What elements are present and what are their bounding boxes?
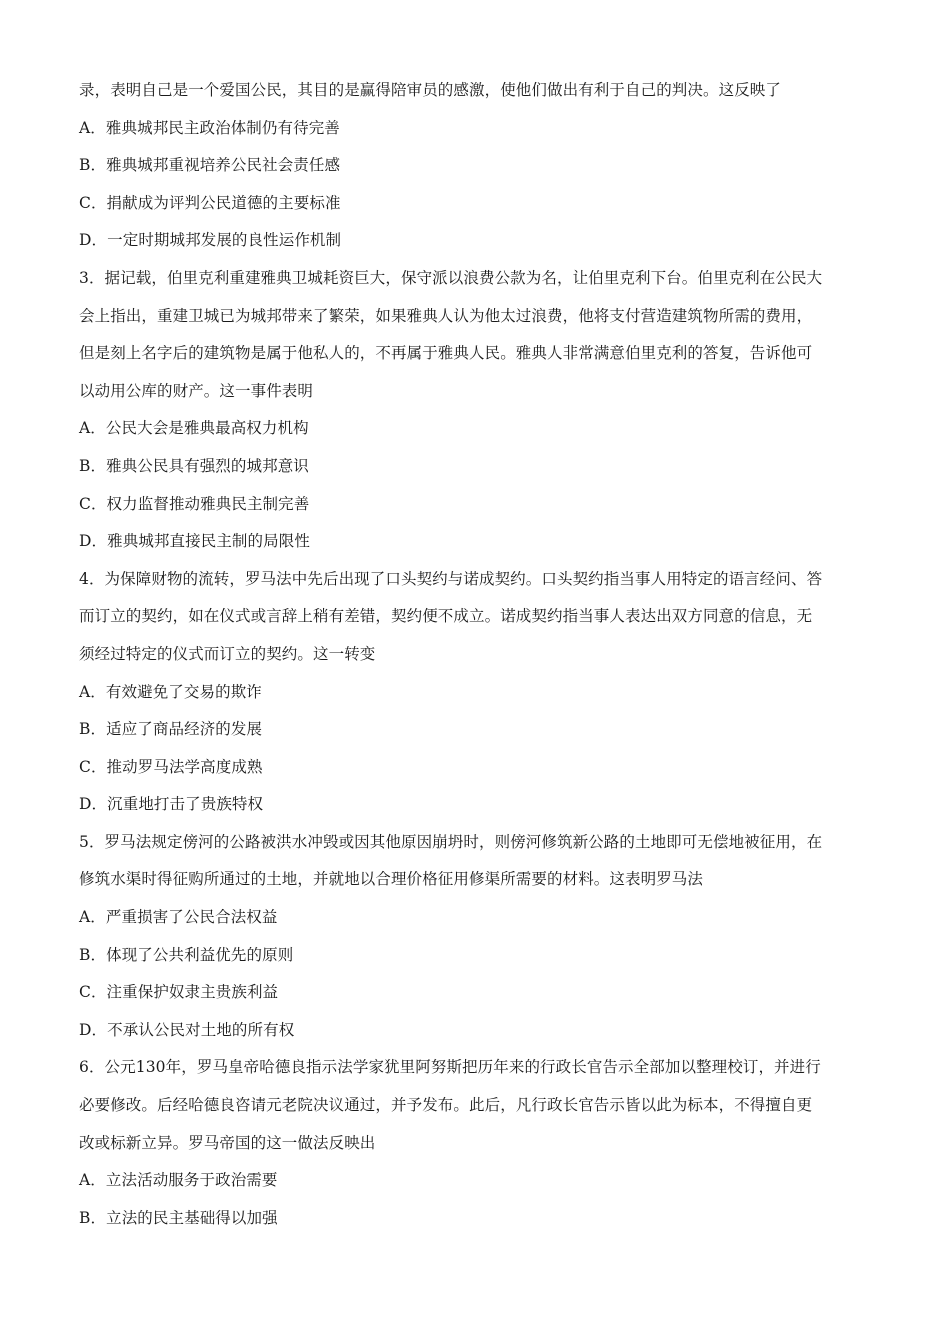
q3-option-b: B．雅典公民具有强烈的城邦意识 [79, 456, 309, 475]
q6-stem-line-2: 必要修改。后经哈德良咨请元老院决议通过，并予发布。此后，凡行政长官告示皆以此为标本，不得擅自更 [79, 1096, 813, 1115]
q6-option-a: A．立法活动服务于政治需要 [79, 1171, 278, 1190]
q3-stem-line-3: 但是刻上名字后的建筑物是属于他私人的，不再属于雅典人民。雅典人非常满意伯里克利的答复，告诉他可 [79, 344, 813, 363]
q2-option-c: C．捐献成为评判公民道德的主要标准 [79, 193, 341, 212]
q5-option-a: A．严重损害了公民合法权益 [79, 908, 278, 927]
q3-option-c: C．权力监督推动雅典民主制完善 [79, 494, 310, 513]
q4-stem-line-1: 4．为保障财物的流转，罗马法中先后出现了口头契约与诺成契约。口头契约指当事人用特定的语言经问、答 [79, 569, 823, 588]
q5-option-b: B．体现了公共利益优先的原则 [79, 945, 294, 964]
q5-stem-line-2: 修筑水渠时得征购所通过的土地，并就地以合理价格征用修渠所需要的材料。这表明罗马法 [79, 870, 704, 889]
q5-option-d: D．不承认公民对土地的所有权 [79, 1020, 295, 1039]
q6-option-b: B．立法的民主基础得以加强 [79, 1208, 278, 1227]
q2-option-a: A．雅典城邦民主政治体制仍有待完善 [79, 118, 340, 137]
q3-option-d: D．雅典城邦直接民主制的局限性 [79, 532, 310, 551]
q5-option-c: C．注重保护奴隶主贵族利益 [79, 983, 279, 1002]
q3-stem-line-2: 会上指出，重建卫城已为城邦带来了繁荣，如果雅典人认为他太过浪费，他将支付营造建筑物所需的费用， [79, 306, 813, 325]
q3-stem-line-4: 以动用公库的财产。这一事件表明 [79, 381, 314, 400]
q2-option-b: B．雅典城邦重视培养公民社会责任感 [79, 156, 341, 175]
q2-stem-continuation: 录，表明自己是一个爱国公民，其目的是赢得陪审员的感激，使他们做出有利于自己的判决。这反映了 [79, 81, 782, 99]
q6-stem-line-3: 改或标新立异。罗马帝国的这一做法反映出 [79, 1133, 376, 1152]
q3-stem-line-1: 3．据记载，伯里克利重建雅典卫城耗资巨大，保守派以浪费公款为名，让伯里克利下台。伯里克利在公民大 [79, 268, 823, 287]
q4-option-a: A．有效避免了交易的欺诈 [79, 682, 262, 701]
q4-stem-line-3: 须经过特定的仪式而订立的契约。这一转变 [79, 644, 376, 663]
q4-stem-line-2: 而订立的契约，如在仪式或言辞上稍有差错，契约便不成立。诺成契约指当事人表达出双方同意的信息，无 [79, 607, 813, 626]
document-page [79, 72, 879, 1237]
q4-option-d: D．沉重地打击了贵族特权 [79, 795, 264, 814]
q6-stem-line-1: 6．公元130年，罗马皇帝哈德良指示法学家犹里阿努斯把历年来的行政长官告示全部加以整理校订，并进行 [79, 1058, 821, 1077]
q4-option-c: C．推动罗马法学高度成熟 [79, 757, 263, 776]
q3-option-a: A．公民大会是雅典最高权力机构 [79, 419, 309, 438]
q2-option-d: D．一定时期城邦发展的良性运作机制 [79, 231, 342, 250]
q4-option-b: B．适应了商品经济的发展 [79, 720, 263, 739]
q5-stem-line-1: 5．罗马法规定傍河的公路被洪水冲毁或因其他原因崩坍时，则傍河修筑新公路的土地即可无偿地被征用，在 [79, 832, 823, 851]
